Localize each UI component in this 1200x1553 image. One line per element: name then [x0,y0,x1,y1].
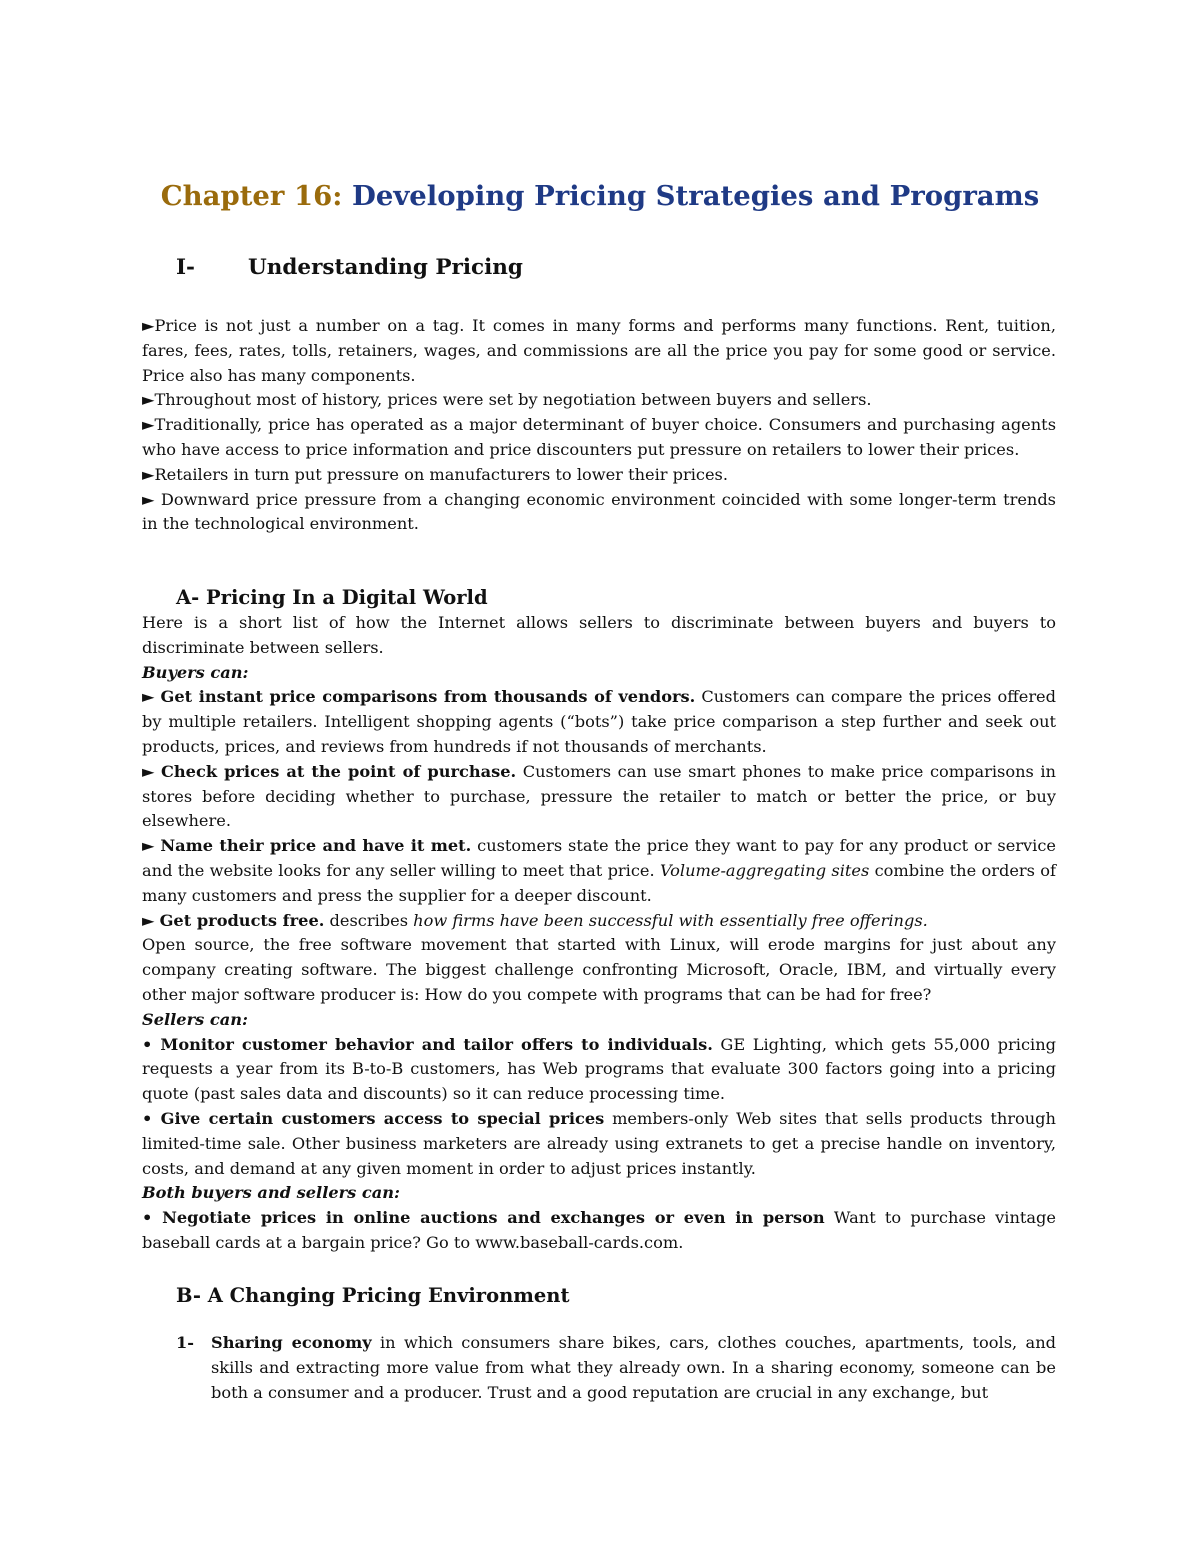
subsection-heading-changing-pricing-environment: B- A Changing Pricing Environment [176,1284,570,1307]
sellers-item: • Monitor customer behavior and tailor offers to individuals. GE Lighting, which gets 55,000 pricing requests a year from its B-to-B customers, has Web programs that evaluate 300 factors going into a pricing quote (past sales data and discounts) so it can reduce processing time. [142,1034,1056,1104]
dot-bullet-icon: • [142,1108,153,1128]
list-item: Sharing economy in which consumers share bikes, cars, clothes couches, apartments, tools, and skills and extracting more value from what they already own. In a sharing economy, someone can be both a consumer and a producer. Trust and a good reputation are crucial in any exchange, but [211,1333,1056,1402]
buyers-item: ► Name their price and have it met. customers state the price they want to pay for any product or service and the website looks for any seller willing to meet that price. Volume-aggregating sites combine the orders of many customers and press the supplier for a deeper discount. [142,836,1056,905]
arrow-bullet-icon: ► [142,761,155,781]
paragraph: ►Price is not just a number on a tag. It comes in many forms and performs many functions. Rent, tuition, fares, fees, rates, tolls, retainers, wages, and commissions are all the price you pay for some good or service. Price also has many components. [142,316,1056,385]
section-heading-understanding-pricing [176,252,523,284]
paragraph: Open source, the free software movement that started with Linux, will erode margins for just about any company creating software. The biggest challenge confronting Microsoft, Oracle, IBM, and virtually every other major software producer is: How do you compete with programs that can be had for free? [142,935,1056,1004]
sectionA-body [142,611,1056,1256]
list-number: 1- [176,1333,194,1352]
section-number: I- [176,255,195,280]
sellers-label: Sellers can: [142,1009,248,1029]
paragraph: ►Traditionally, price has operated as a major determinant of buyer choice. Consumers and purchasing agents who have access to price information and price discounters put pressure on retailers to lower their prices. [142,415,1056,459]
both-item: • Negotiate prices in online auctions and exchanges or even in person Want to purchase vintage baseball cards at a bargain price? Go to www.baseball-cards.com. [142,1208,1056,1252]
section1-body [142,314,1056,537]
buyers-item: ► Check prices at the point of purchase. Customers can use smart phones to make price comparisons in stores before deciding whether to purchase, pressure the retailer to match or better the price, or buy elsewhere. [142,761,1056,831]
both-label: Both buyers and sellers can: [142,1183,401,1203]
paragraph: ►Throughout most of history, prices were set by negotiation between buyers and sellers. [142,390,872,410]
dot-bullet-icon: • [142,1208,153,1228]
paragraph: ► Downward price pressure from a changing economic environment coincided with some longer-term trends in the technological environment. [142,489,1056,534]
paragraph: Here is a short list of how the Internet allows sellers to discriminate between buyers and buyers to discriminate between sellers. [142,613,1056,657]
numbered-list [176,1331,1056,1405]
paragraph: ►Retailers in turn put pressure on manufacturers to lower their prices. [142,464,729,484]
chapter-title [0,176,1200,216]
arrow-bullet-icon: ► [142,910,155,930]
sellers-item: • Give certain customers access to special prices members-only Web sites that sells products through limited-time sale. Other business marketers are already using extranets to get a precise handle on inventory, costs, and demand at any given moment in order to adjust prices instantly. [142,1108,1056,1178]
section-heading-text: Understanding Pricing [248,255,523,280]
arrow-bullet-icon: ► [142,415,155,435]
arrow-bullet-icon: ► [142,836,155,856]
subsection-heading-pricing-digital-world: A- Pricing In a Digital World [176,586,488,609]
arrow-bullet-icon: ► [142,316,155,335]
dot-bullet-icon: • [142,1034,153,1054]
buyers-item: ► Get instant price comparisons from thousands of vendors. Customers can compare the prices offered by multiple retailers. Intelligent shopping agents (“bots”) take price comparison a step further and seek out products, prices, and reviews from hundreds if not thousands of merchants. [142,687,1056,756]
arrow-bullet-icon: ► [142,464,155,484]
arrow-bullet-icon: ► [142,687,155,707]
arrow-bullet-icon: ► [142,489,155,509]
arrow-bullet-icon: ► [142,390,155,410]
buyers-item: ► Get products free. describes how firms have been successful with essentially free offerings. [142,910,928,930]
chapter-title-text: Developing Pricing Strategies and Programs [351,180,1040,212]
chapter-number: Chapter 16: [160,180,343,212]
buyers-label: Buyers can: [142,662,249,682]
